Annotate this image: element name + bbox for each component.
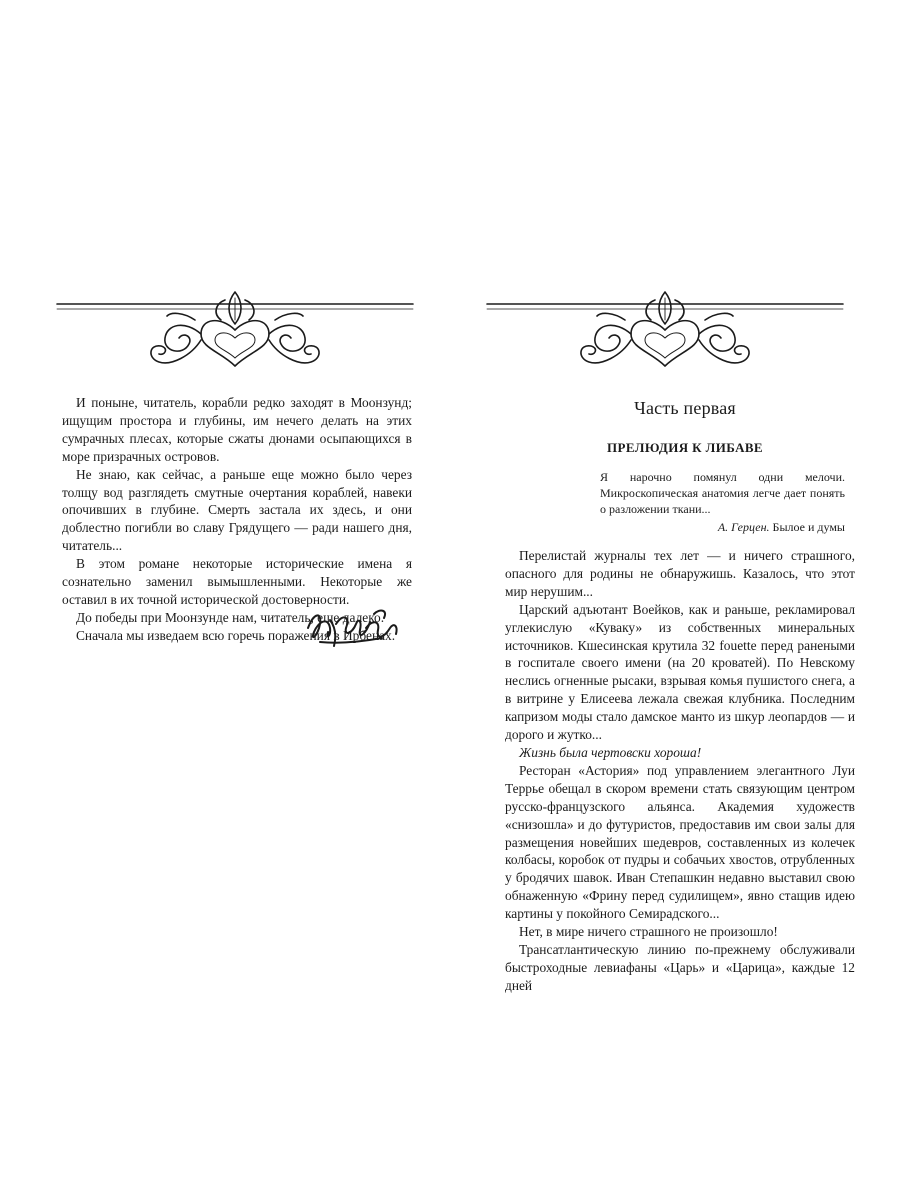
paragraph: Ресторан «Астория» под управлением элегантного Луи Террье обещал в скором времени стать связующим центром русско-французского альянса. Академия художеств «снизошла» и до футуристов, предоставив им свои залы для размещения новейших шедевров, составленных из колечек колбасы, коробок от пудры и собачьих хвостов, отрубленных у бродячих шавок. Иван Степашкин недавно выставил свою обнаженную «Фрину перед судилищем», явно стащив идею картины у покойного Семирадского... <box>505 762 855 922</box>
ornament-flourish-icon <box>485 290 845 380</box>
author-signature <box>300 598 410 658</box>
part-title: Часть первая <box>634 398 736 418</box>
epigraph-source: Былое и думы <box>772 520 845 534</box>
chapter-title: ПРЕЛЮДИЯ К ЛИБАВЕ <box>606 440 764 455</box>
right-page <box>450 0 900 1200</box>
paragraph: И поныне, читатель, корабли редко заходят в Моонзунд; ищущим простора и глубины, им нечего делать на этих сумрачных плесах, которые сжаты дюнами осыпающихся в море призрачных островов. <box>62 395 412 464</box>
paragraph: До победы при Моонзунде нам, читатель, еще далеко. <box>76 609 385 625</box>
paragraph: В этом романе некоторые исторические имена я сознательно заменил вымышленными. Некоторые же оставил в их точной исторической достоверности. <box>62 556 412 607</box>
paragraph: Не знаю, как сейчас, а раньше еще можно было через толщу вод разглядеть смутные очертания кораблей, навеки опочивших в глубине. Смерть застала их здесь, и они доблестно погибли во славу Грядущего — ради нашего дня, читатель... <box>62 466 412 554</box>
paragraph: Нет, в мире ничего страшного не произошло! <box>519 924 778 940</box>
ornament-flourish-icon <box>55 290 415 380</box>
paragraph: Трансатлантическую линию по-прежнему обслуживали быстроходные левиафаны «Царь» и «Царица», каждые 12 дней <box>505 941 855 993</box>
epigraph <box>600 469 845 517</box>
epigraph-text: Я нарочно помянул одни мелочи. Микроскопическая анатомия легче дает понять о разложении ткани... <box>600 470 845 516</box>
epigraph-author: А. Герцен. <box>717 520 770 534</box>
paragraph: Сначала мы изведаем всю горечь поражения в Ирбенах. <box>76 627 396 643</box>
right-page-text <box>505 547 855 995</box>
paragraph: Царский адъютант Воейков, как и раньше, рекламировал углекислую «Куваку» из собственных минеральных источников. Кшесинская крутила 32 fouette перед ранеными в госпитале своего имени (на 20 кроватей). По Невскому неслись огненные рысаки, взрывая комья пушистого снега, а в витрине у Елисеева лежала свежая клубника. Последним капризом моды стало дамское манто из шкур леопардов — и дорого и жутко... <box>505 601 855 743</box>
paragraph: Жизнь была чертовски хороша! <box>519 744 702 760</box>
paragraph: Перелистай журналы тех лет — и ничего страшного, опасного для родины не обнаружишь. Казалось, что этот мир нерушим... <box>505 548 855 599</box>
epigraph-attribution <box>600 520 845 535</box>
